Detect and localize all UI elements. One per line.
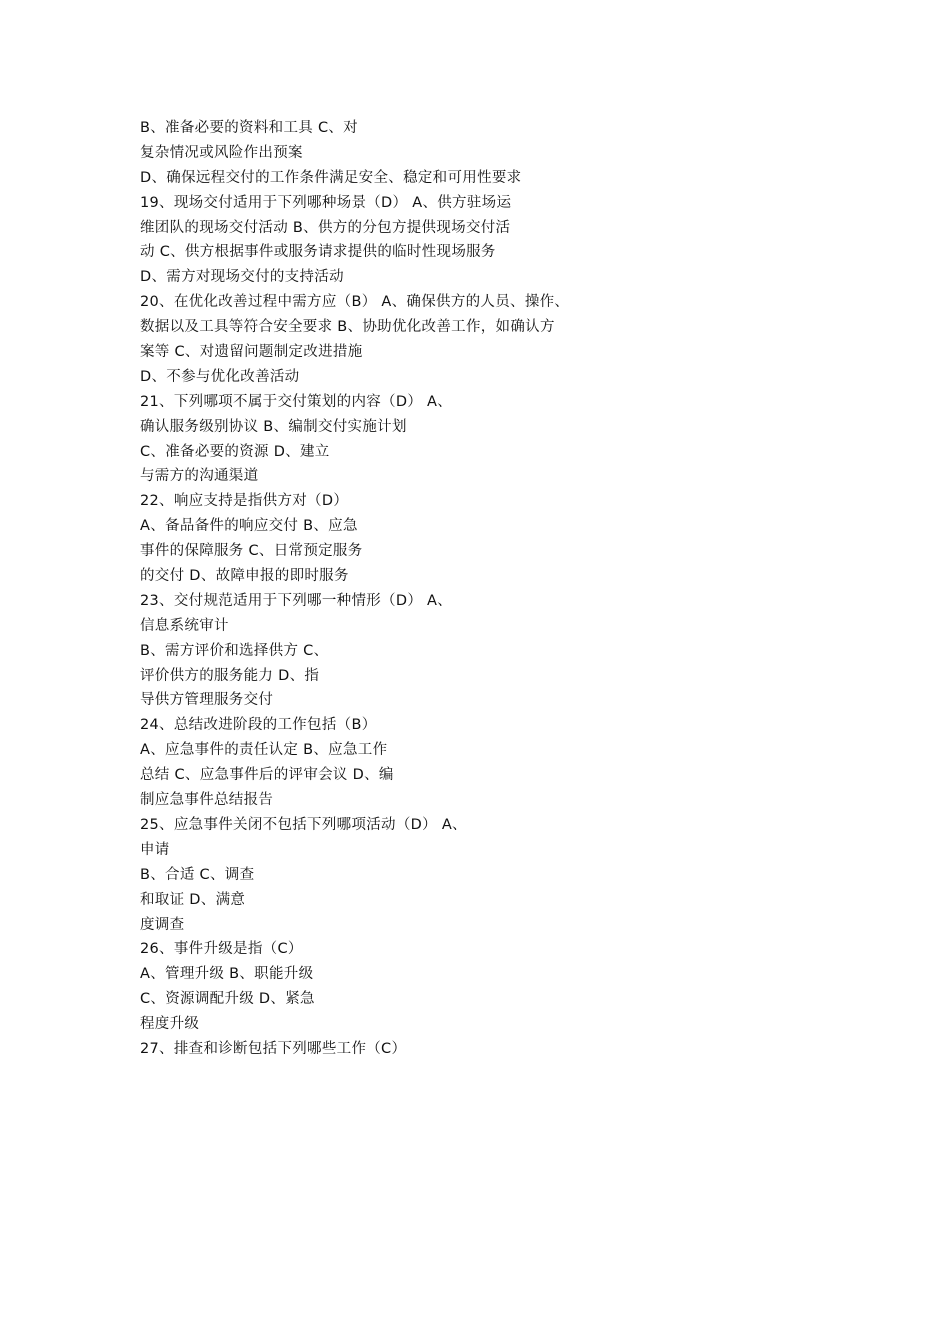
question-25-line: 25、应急事件关闭不包括下列哪项活动（D） A、 (140, 816, 467, 833)
text-line: 申请 (140, 841, 170, 858)
text-line: B、需方评价和选择供方 C、 (140, 642, 329, 659)
text-line: 维团队的现场交付活动 B、供方的分包方提供现场交付活 (140, 219, 511, 236)
text-line: 事件的保障服务 C、日常预定服务 (140, 543, 363, 560)
text-line: 的交付 D、故障申报的即时服务 (140, 568, 349, 585)
text-line: D、确保远程交付的工作条件满足安全、稳定和可用性要求 (140, 169, 522, 186)
text-line: 导供方管理服务交付 (140, 692, 274, 709)
question-26-line: 26、事件升级是指（C） (140, 941, 303, 958)
text-line: 和取证 D、满意 (140, 891, 246, 908)
text-line: 评价供方的服务能力 D、指 (140, 667, 320, 684)
text-line: 总结 C、应急事件后的评审会议 D、编 (140, 767, 394, 784)
text-line: A、备品备件的响应交付 B、应急 (140, 518, 358, 535)
text-line: 信息系统审计 (140, 617, 229, 634)
text-line: 度调查 (140, 916, 185, 933)
text-line: 确认服务级别协议 B、编制交付实施计划 (140, 418, 407, 435)
text-line: 动 C、供方根据事件或服务请求提供的临时性现场服务 (140, 244, 496, 261)
question-20-line: 20、在优化改善过程中需方应（B） A、确保供方的人员、操作、 (140, 294, 570, 311)
text-line: A、应急事件的责任认定 B、应急工作 (140, 742, 388, 759)
text-line: 数据以及工具等符合安全要求 B、协助优化改善工作，如确认方 (140, 319, 555, 336)
text-line: C、准备必要的资源 D、建立 (140, 443, 330, 460)
question-27-line: 27、排查和诊断包括下列哪些工作（C） (140, 1040, 407, 1057)
text-line: A、管理升级 B、职能升级 (140, 966, 314, 983)
text-line: 制应急事件总结报告 (140, 792, 274, 809)
text-line: C、资源调配升级 D、紧急 (140, 991, 315, 1008)
question-22-line: 22、响应支持是指供方对（D） (140, 493, 349, 510)
text-line: 案等 C、对遗留问题制定改进措施 (140, 344, 363, 361)
question-23-line: 23、交付规范适用于下列哪一种情形（D） A、 (140, 592, 453, 609)
question-21-line: 21、下列哪项不属于交付策划的内容（D） A、 (140, 393, 453, 410)
text-line: D、不参与优化改善活动 (140, 368, 300, 385)
text-line: 复杂情况或风险作出预案 (140, 144, 303, 161)
text-line: B、合适 C、调查 (140, 866, 255, 883)
document-text-block (140, 116, 660, 1062)
text-line: B、准备必要的资料和工具 C、对 (140, 120, 358, 136)
text-line: 与需方的沟通渠道 (140, 468, 259, 485)
question-24-line: 24、总结改进阶段的工作包括（B） (140, 717, 377, 734)
question-19-line: 19、现场交付适用于下列哪种场景（D） A、供方驻场运 (140, 194, 512, 211)
text-line: D、需方对现场交付的支持活动 (140, 269, 344, 286)
text-line: 程度升级 (140, 1016, 200, 1033)
